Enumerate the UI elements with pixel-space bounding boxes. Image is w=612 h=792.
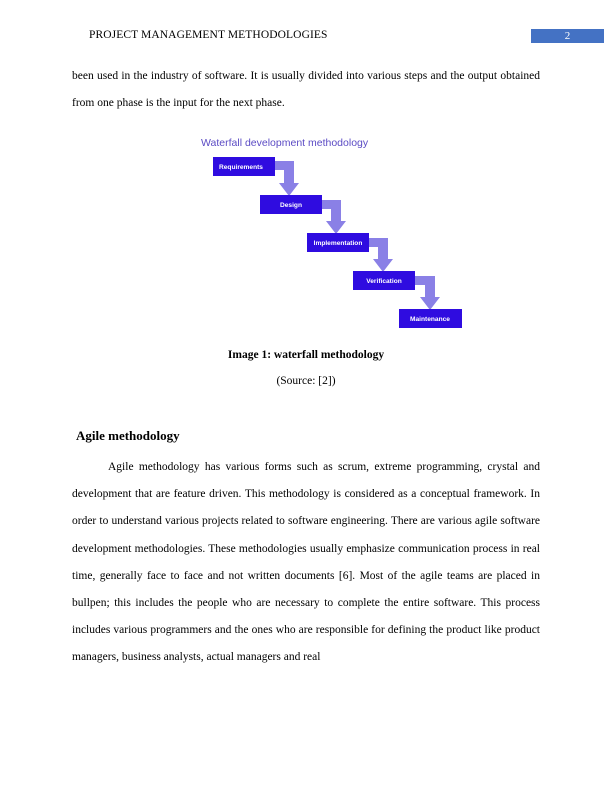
step-label-requirements: Requirements [219,164,263,171]
step-label-implementation: Implementation [313,240,363,247]
step-label-maintenance: Maintenance [410,316,450,323]
section-heading-agile: Agile methodology [76,428,180,443]
step-label-verification: Verification [366,278,402,285]
body-paragraph-intro: been used in the industry of software. It is usually divided into various steps and the output obtained from one phase is the input for the next phase. [72,70,540,110]
figure-caption-source: (Source: [2]) [276,375,336,387]
figure-title: Waterfall development methodology [201,137,369,149]
running-header-title: PROJECT MANAGEMENT METHODOLOGIES [89,29,328,41]
step-label-design: Design [280,202,302,209]
figure-caption-title: Image 1: waterfall methodology [227,349,385,361]
body-paragraph-agile: Agile methodology has various forms such as scrum, extreme programming, crystal and development that are feature driven. This methodology is considered as a conceptual framework. In order to understand various projects related to software engineering. There are various agile software development methodologies. These methodologies usually emphasize communication process in real time, generally face to face and not written documents [6]. Most of the agile teams are placed in bullpen; this includes the people who are necessary to complete the entire software. This process includes various programmers and the ones who are responsible for defining the product like product managers, business analysts, actual managers and real [72,461,540,664]
page-number: 2 [531,29,604,43]
waterfall-diagram [197,131,480,331]
